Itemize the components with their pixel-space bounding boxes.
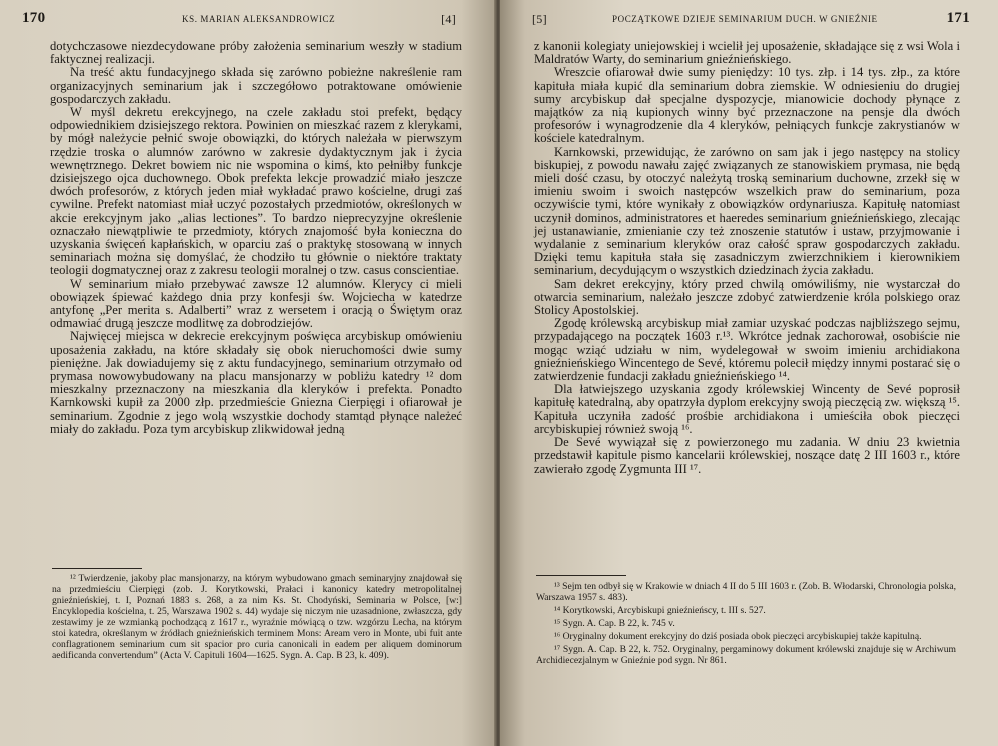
running-head: POCZĄTKOWE DZIEJE SEMINARIUM DUCH. W GNIEŹNIE [612, 14, 878, 24]
footnote: ¹⁴ Korytkowski, Arcybiskupi gnieźnieńscy, t. III s. 527. [554, 605, 766, 616]
footnote: ¹² Twierdzenie, jakoby plac mansjonarzy, na którym wybudowano gmach seminaryjny znajdował się na przedmieściu Cierpięgi (zob. J. Korytkowski, Prałaci i kanonicy katedry metropolitalnej gnieźnieńskiej, t. I, Poznań 1883 s. 268, a za nim Ks. St. Chodyński, Seminaria w Polsce, [w:] Encyklopedia kościelna, t. 25, Warszawa 1902 s. 44) wydaje się niczym nie uzasadnione, zwłaszcza, gdy zestawimy je ze wzmianką pochodzącą z 1617 r., wyraźnie mówiącą o tzw. wzgórzu Lecha, na którym stoi katedra, określanym w źródłach gnieźnieńskich terminem Mons: Aream vero in Monte, ubi fuit ante conflagrationem seminarium cum sit spacior pro curia canonicali in eadem per aliquem dominorum aedificanda convertendum” (Acta V. Capituli 1604—1625. Sygn. A. Cap. B 23, k. 409). [52, 573, 462, 661]
running-head: KS. MARIAN ALEKSANDROWICZ [182, 14, 336, 24]
left-footnotes [52, 573, 462, 663]
page-signature: [5] [532, 12, 547, 26]
paragraph: Wreszcie ofiarował dwie sumy pieniędzy: 10 tys. złp. i 14 tys. złp., za które kapituła miała kupić dla seminarium dobra ziemskie. W odniesieniu do drugiej sumy arcybiskup dał specjalne dyspozycje, mianowicie dochody płynące z majątków za nią kupionych winny być przeznaczone na pensje dla dwóch profesorów i wynagrodzenie dla 4 kleryków, pełniących funkcje zakrystianów w kościele katedralnym. [534, 65, 960, 146]
footnote: ¹⁶ Oryginalny dokument erekcyjny do dziś posiada obok pieczęci arcybiskupiej także kapitulną. [554, 631, 922, 642]
paragraph: Sam dekret erekcyjny, który przed chwilą omówiliśmy, nie wystarczał do otwarcia seminarium, należało jeszcze zdobyć zatwierdzenie króla polskiego oraz Stolicy Apostolskiej. [534, 276, 960, 318]
left-page [0, 0, 496, 746]
footnote: ¹³ Sejm ten odbył się w Krakowie w dniach 4 II do 5 III 1603 r. (Zob. B. Włodarski, Chronologia polska, Warszawa 1957 s. 483). [536, 581, 956, 603]
footnote: ¹⁵ Sygn. A. Cap. B 22, k. 745 v. [554, 618, 675, 629]
right-footnotes [536, 581, 956, 668]
paragraph: z kanonii kolegiaty uniejowskiej i wcielił jej uposażenie, składające się z wsi Wola i Maldratów Warty, do seminarium gnieźnieńskiego. [534, 39, 960, 67]
paragraph: dotychczasowe niezdecydowane próby założenia seminarium weszły w stadium faktycznej realizacji. [50, 39, 462, 67]
page-number: 171 [946, 10, 970, 26]
footnote-rule [52, 568, 142, 569]
left-running-header [22, 12, 456, 30]
paragraph: Najwięcej miejsca w dekrecie erekcyjnym poświęca arcybiskup omówieniu uposażenia zakładu, na które składały się obok nieruchomości dwie sumy pieniężne. Jak dowiadujemy się z aktu fundacyjnego, seminarium otrzymało od prymasa nowowybudowany na placu mansjonarzy w pobliżu katedry ¹² dom mieszkalny przeznaczony na mieszkania dla kleryków i prefekta. Ponadto Karnkowski kupił za 2000 złp. przedmieście Gniezna Cierpięgi i ofiarował je seminarium. Zgodnie z jego wolą wszystkie dochody stamtąd płynące należeć miały do zakładu. Poza tym arcybiskup zlikwidował jedną [50, 329, 462, 436]
footnote: ¹⁷ Sygn. A. Cap. B 22, k. 752. Oryginalny, pergaminowy dokument królewski znajduje się w Archiwum Archidiecezjalnym w Gnieźnie pod sygn. Nr 861. [536, 644, 956, 666]
paragraph: W seminarium miało przebywać zawsze 12 alumnów. Klerycy ci mieli obowiązek śpiewać każdego dnia przy konfesji św. Wojciecha w katedrze antyfonę „Per merita s. Adalberti” wraz z wersetem i oracją o Świętym oraz odmawiać drugą jeszcze modlitwę za dobrodziejów. [50, 276, 462, 331]
left-body-text [50, 40, 462, 436]
page-number: 170 [22, 10, 46, 26]
footnote-rule [536, 575, 626, 576]
paragraph: Dla łatwiejszego uzyskania zgody królewskiej Wincenty de Sevé poprosił kapitułę katedralną, aby opatrzyła dyplom erekcyjny swoją pieczęcią zw. większą ¹⁵. Kapituła uczyniła zadość prośbie archidiakona i umieściła obok pieczęci arcybiskupiej również swoją ¹⁶. [534, 382, 960, 436]
right-body-text [534, 40, 960, 476]
paragraph: Zgodę królewską arcybiskup miał zamiar uzyskać podczas najbliższego sejmu, przypadającego na początek 1603 r.¹³. Wkrótce jednak zachorował, osobiście nie mogąc wziąć udziału w nim, wydelegował w swoim imieniu archidiakona gnieźnieńskiego Wincentego de Sevé, któremu polecił między innymi postarać się o zatwierdzenie fundacji zakładu gnieźnieńskiego ¹⁴. [534, 316, 960, 384]
paragraph: W myśl dekretu erekcyjnego, na czele zakładu stoi prefekt, będący odpowiednikiem dzisiejszego rektora. Powinien on mieszkać razem z klerykami, by mógł należycie pełnić swoje obowiązki, do których należała w pierwszym rzędzie troska o alumnów zarówno w zakresie dydaktycznym jak i życia wewnętrznego. Dekret bowiem nic nie wspomina o kimś, kto pełniłby funkcje dzisiejszego ojca duchownego. Obok prefekta lekcje prowadzić miało jeszcze dwóch profesorów, z których jeden miał wykładać prawo kościelne, drugi zaś cywilne. Prefekt natomiast miał uczyć pozostałych przedmiotów, określonych w akcie erekcyjnym jako „alias lectiones”. To bardzo nieprecyzyjne określenie oznaczało niewątpliwie te przedmioty, których znajomość była konieczna do uzyskania święceń kapłańskich, w oparciu zaś o praktykę stosowaną w innych seminariach można się domyślać, że chodziło tu głównie o niektóre traktaty teologii dogmatycznej oraz z zakresu teologii moralnej o tzw. casus conscientiae. [50, 105, 462, 278]
paragraph: Na treść aktu fundacyjnego składa się zarówno pobieżne nakreślenie ram organizacyjnych seminarium jak i szczegółowo potraktowane omówienie gospodarczych zakładu. [50, 65, 462, 106]
paragraph: De Sevé wywiązał się z powierzonego mu zadania. W dniu 23 kwietnia przedstawił kapitule pismo kancelarii królewskiej, noszące datę 2 III 1603 r., które zawierało zgodę Zygmunta III ¹⁷. [534, 435, 960, 476]
right-running-header [532, 12, 970, 30]
right-page [500, 0, 998, 746]
page-signature: [4] [441, 12, 456, 26]
paragraph: Karnkowski, przewidując, że zarówno on sam jak i jego następcy na stolicy biskupiej, z powodu nawału zajęć związanych ze stanowiskiem prymasa, nie będą mieli dość czasu, by otoczyć należytą troską seminarium duchowne, zrzekł się w imieniu swoim i swoich następców wszelkich praw do seminarium, poza oczywiście tymi, które wynikały z obowiązków ordynariusza. Kapitułę natomiast uczynił dominos, administratores et haeredes seminarium gnieźnieńskiego, zlecając jej ustanawianie, zmienianie czy też znoszenie statutów i ustaw, przyjmowanie i wydalanie z seminarium kleryków oraz całość spraw gospodarczych zakładu. Dzięki temu kapituła stała się zasadniczym zwierzchnikiem i kierownikiem seminarium, decydującym o wszystkich dziedzinach życia zakładu. [534, 144, 960, 278]
